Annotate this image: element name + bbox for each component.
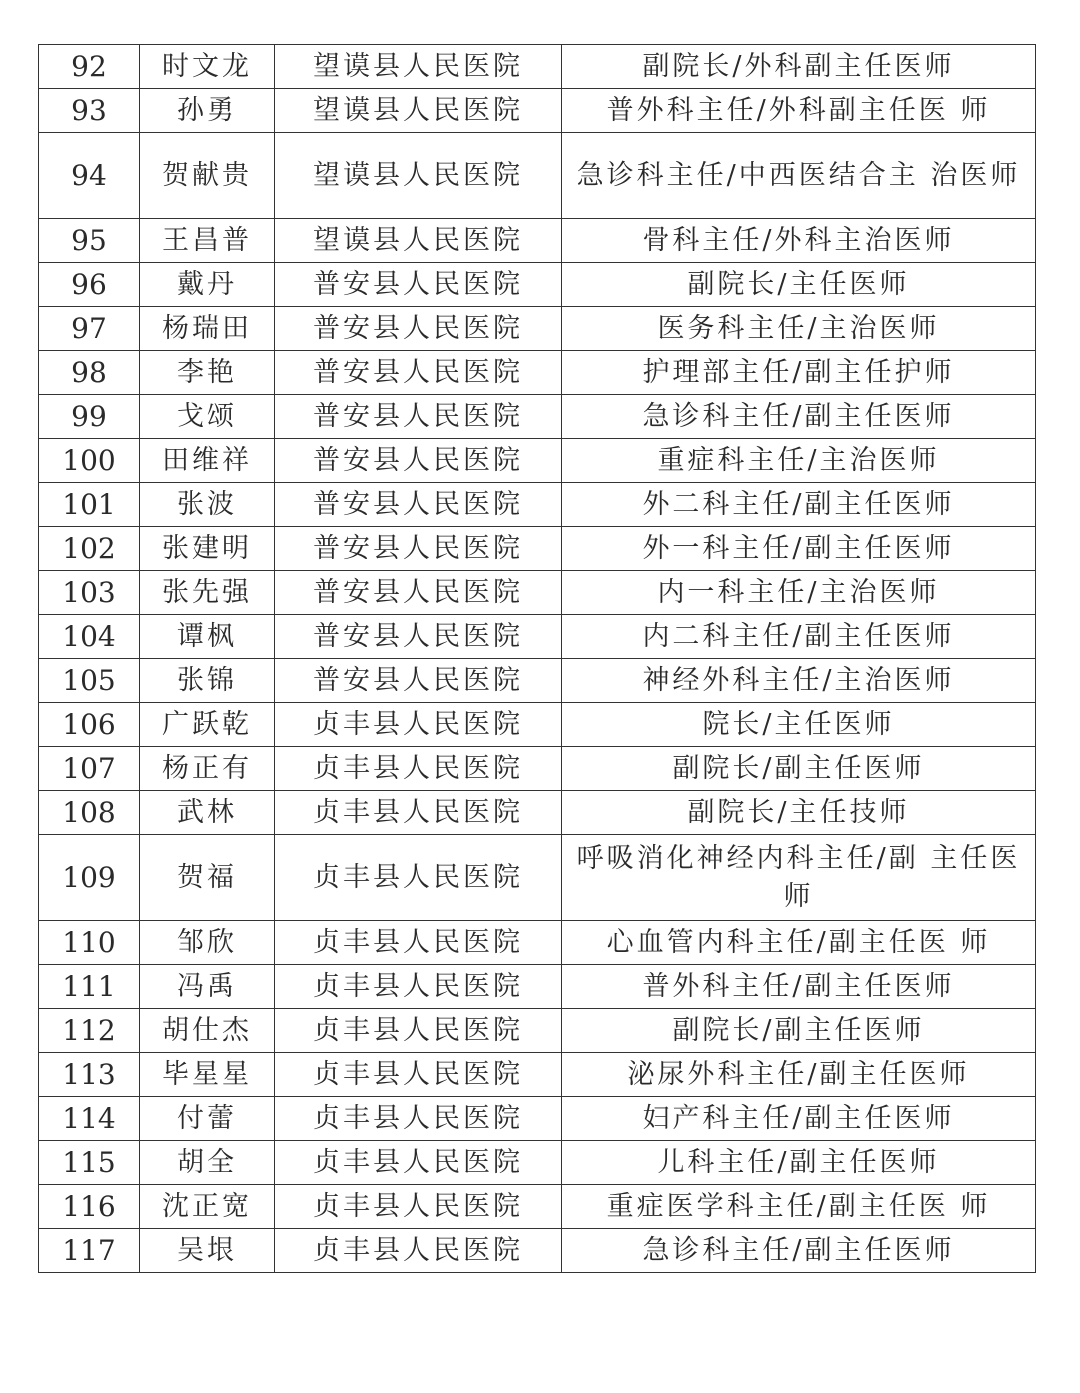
person-name: 谭枫 [140,615,275,659]
table-row [39,527,1036,571]
hospital-name: 普安县人民医院 [275,395,562,439]
person-name: 吴垠 [140,1229,275,1273]
table-row [39,263,1036,307]
hospital-name: 普安县人民医院 [275,351,562,395]
person-name: 毕星星 [140,1053,275,1097]
position-title: 内一科主任/主治医师 [562,571,1036,615]
person-name: 沈正宽 [140,1185,275,1229]
person-name: 孙勇 [140,89,275,133]
hospital-name: 贞丰县人民医院 [275,791,562,835]
row-number: 102 [39,527,140,571]
position-title: 外一科主任/副主任医师 [562,527,1036,571]
table-row [39,791,1036,835]
table-row [39,1009,1036,1053]
person-name: 付蕾 [140,1097,275,1141]
position-title: 副院长/主任医师 [562,263,1036,307]
table-row [39,747,1036,791]
person-name: 贺福 [140,835,275,921]
hospital-name: 贞丰县人民医院 [275,1141,562,1185]
hospital-name: 贞丰县人民医院 [275,921,562,965]
table-row [39,1097,1036,1141]
row-number: 92 [39,45,140,89]
hospital-name: 普安县人民医院 [275,307,562,351]
hospital-name: 贞丰县人民医院 [275,747,562,791]
row-number: 111 [39,965,140,1009]
row-number: 95 [39,219,140,263]
position-title: 急诊科主任/中西医结合主 治医师 [562,133,1036,219]
table-row [39,1185,1036,1229]
position-title: 重症科主任/主治医师 [562,439,1036,483]
table-row [39,965,1036,1009]
row-number: 96 [39,263,140,307]
position-title: 泌尿外科主任/副主任医师 [562,1053,1036,1097]
row-number: 105 [39,659,140,703]
person-name: 张波 [140,483,275,527]
person-name: 邹欣 [140,921,275,965]
row-number: 106 [39,703,140,747]
hospital-name: 普安县人民医院 [275,527,562,571]
table-row [39,921,1036,965]
position-title: 副院长/主任技师 [562,791,1036,835]
hospital-name: 普安县人民医院 [275,439,562,483]
table-row [39,1229,1036,1273]
table-row [39,133,1036,219]
position-title: 医务科主任/主治医师 [562,307,1036,351]
row-number: 104 [39,615,140,659]
hospital-name: 普安县人民医院 [275,263,562,307]
row-number: 109 [39,835,140,921]
table-row [39,1053,1036,1097]
position-title: 呼吸消化神经内科主任/副 主任医师 [562,835,1036,921]
person-name: 胡仕杰 [140,1009,275,1053]
person-name: 田维祥 [140,439,275,483]
row-number: 113 [39,1053,140,1097]
person-name: 时文龙 [140,45,275,89]
position-title: 副院长/副主任医师 [562,747,1036,791]
person-name: 戈颂 [140,395,275,439]
row-number: 100 [39,439,140,483]
row-number: 101 [39,483,140,527]
row-number: 103 [39,571,140,615]
position-title: 外二科主任/副主任医师 [562,483,1036,527]
hospital-name: 望谟县人民医院 [275,219,562,263]
row-number: 110 [39,921,140,965]
position-title: 急诊科主任/副主任医师 [562,395,1036,439]
position-title: 重症医学科主任/副主任医 师 [562,1185,1036,1229]
person-name: 胡全 [140,1141,275,1185]
table-row [39,703,1036,747]
hospital-name: 贞丰县人民医院 [275,1097,562,1141]
row-number: 99 [39,395,140,439]
person-name: 贺献贵 [140,133,275,219]
position-title: 心血管内科主任/副主任医 师 [562,921,1036,965]
position-title: 副院长/副主任医师 [562,1009,1036,1053]
table-row [39,659,1036,703]
position-title: 急诊科主任/副主任医师 [562,1229,1036,1273]
row-number: 117 [39,1229,140,1273]
person-name: 戴丹 [140,263,275,307]
hospital-name: 望谟县人民医院 [275,45,562,89]
table-row [39,615,1036,659]
table-row [39,307,1036,351]
row-number: 116 [39,1185,140,1229]
position-title: 普外科主任/外科副主任医 师 [562,89,1036,133]
row-number: 108 [39,791,140,835]
position-title: 妇产科主任/副主任医师 [562,1097,1036,1141]
table-row [39,219,1036,263]
position-title: 护理部主任/副主任护师 [562,351,1036,395]
person-name: 张锦 [140,659,275,703]
person-name: 王昌普 [140,219,275,263]
row-number: 93 [39,89,140,133]
hospital-name: 望谟县人民医院 [275,89,562,133]
position-title: 骨科主任/外科主治医师 [562,219,1036,263]
position-title: 院长/主任医师 [562,703,1036,747]
row-number: 98 [39,351,140,395]
person-name: 广跃乾 [140,703,275,747]
table-row [39,89,1036,133]
hospital-name: 望谟县人民医院 [275,133,562,219]
position-title: 内二科主任/副主任医师 [562,615,1036,659]
roster-table [38,44,1036,1273]
position-title: 副院长/外科副主任医师 [562,45,1036,89]
person-name: 武林 [140,791,275,835]
person-name: 杨瑞田 [140,307,275,351]
hospital-name: 普安县人民医院 [275,571,562,615]
hospital-name: 普安县人民医院 [275,615,562,659]
hospital-name: 贞丰县人民医院 [275,703,562,747]
table-row [39,45,1036,89]
hospital-name: 贞丰县人民医院 [275,1009,562,1053]
hospital-name: 普安县人民医院 [275,483,562,527]
table-row [39,1141,1036,1185]
position-title: 神经外科主任/主治医师 [562,659,1036,703]
hospital-name: 贞丰县人民医院 [275,1229,562,1273]
person-name: 冯禹 [140,965,275,1009]
hospital-name: 贞丰县人民医院 [275,1185,562,1229]
table-row [39,439,1036,483]
position-title: 儿科主任/副主任医师 [562,1141,1036,1185]
table-row [39,835,1036,921]
person-name: 李艳 [140,351,275,395]
row-number: 94 [39,133,140,219]
person-name: 张先强 [140,571,275,615]
table-row [39,483,1036,527]
table-row [39,395,1036,439]
person-name: 杨正有 [140,747,275,791]
table-row [39,351,1036,395]
hospital-name: 贞丰县人民医院 [275,1053,562,1097]
position-title: 普外科主任/副主任医师 [562,965,1036,1009]
row-number: 97 [39,307,140,351]
person-name: 张建明 [140,527,275,571]
row-number: 115 [39,1141,140,1185]
hospital-name: 普安县人民医院 [275,659,562,703]
row-number: 114 [39,1097,140,1141]
row-number: 107 [39,747,140,791]
hospital-name: 贞丰县人民医院 [275,965,562,1009]
table-row [39,571,1036,615]
hospital-name: 贞丰县人民医院 [275,835,562,921]
row-number: 112 [39,1009,140,1053]
